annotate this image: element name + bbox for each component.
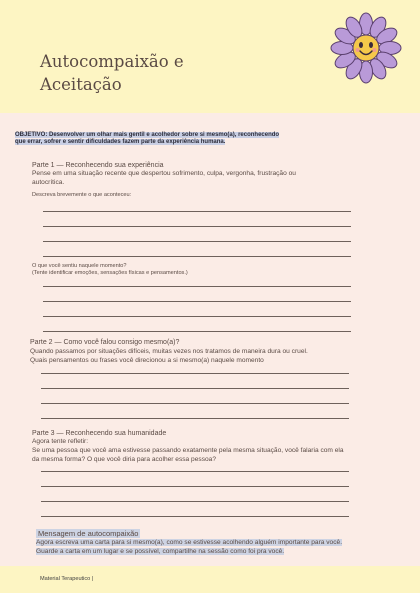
- answer-line[interactable]: [43, 226, 351, 227]
- part2-line-1: Quando passamos por situações difíceis, muitas vezes nos tratamos de maneira dura ou cruel.: [30, 348, 308, 355]
- answer-line[interactable]: [41, 471, 349, 472]
- part1-feel-label: O que você sentiu naquele momento?: [32, 263, 127, 269]
- answer-line[interactable]: [41, 388, 349, 389]
- answer-line[interactable]: [43, 256, 351, 257]
- message-text: [36, 538, 376, 556]
- footer-text: Material Terapeutico |: [40, 576, 94, 582]
- message-title: Mensagem de autocompaixão: [38, 529, 139, 538]
- answer-line[interactable]: [41, 373, 349, 374]
- part2-title: Parte 2 — Como você falou consigo mesmo(a)?: [30, 339, 180, 346]
- objective-line-2: que errar, sofrer e sentir dificuldades fazem parte da experiência humana.: [15, 139, 226, 145]
- part3-title: Parte 3 — Reconhecendo sua humanidade: [32, 430, 167, 437]
- answer-line[interactable]: [43, 241, 351, 242]
- part1-prompt-line-2: autocrítica.: [32, 179, 65, 186]
- answer-line[interactable]: [41, 418, 349, 419]
- answer-line[interactable]: [43, 316, 351, 317]
- answer-line[interactable]: [43, 301, 351, 302]
- answer-line[interactable]: [41, 501, 349, 502]
- answer-line[interactable]: [43, 286, 351, 287]
- smiling-flower-icon: [330, 12, 402, 84]
- part2-line-2: Quais pensamentos ou frases você direcionou a si mesmo(a) naquele momento: [30, 357, 264, 364]
- message-line-1: Agora escreva uma carta para si mesmo(a), como se estivesse acolhendo alguém importante para você.: [36, 539, 343, 546]
- answer-line[interactable]: [41, 486, 349, 487]
- part3-line-1: Agora tente refletir:: [32, 438, 89, 445]
- answer-line[interactable]: [41, 403, 349, 404]
- objective-text: [15, 132, 295, 146]
- part1-feel-hint: (Tente identificar emoções, sensações físicas e pensamentos.): [32, 270, 188, 276]
- answer-line[interactable]: [41, 516, 349, 517]
- part3-line-3: da mesma forma? O que você diria para acolher essa pessoa?: [32, 456, 216, 463]
- part3-line-2: Se uma pessoa que você ama estivesse passando exatamente pela mesma situação, você falaria com ela: [32, 447, 344, 454]
- page-title: [40, 50, 184, 96]
- answer-line[interactable]: [43, 211, 351, 212]
- part1-title: Parte 1 — Reconhecendo sua experiência: [32, 162, 164, 169]
- part1-describe-label: Descreva brevemente o que aconteceu:: [32, 192, 132, 198]
- message-line-2: Guarde a carta em um lugar e se possível, compartilhe na sessão como foi pra você.: [36, 548, 285, 555]
- title-line-1: Autocompaixão e: [40, 52, 184, 71]
- part1-prompt-line-1: Pense em uma situação recente que despertou sofrimento, culpa, vergonha, frustração ou: [32, 170, 296, 177]
- answer-line[interactable]: [43, 331, 351, 332]
- title-line-2: Aceitação: [40, 75, 122, 94]
- objective-line-1: OBJETIVO: Desenvolver um olhar mais gentil e acolhedor sobre si mesmo(a), reconhecendo: [15, 132, 280, 138]
